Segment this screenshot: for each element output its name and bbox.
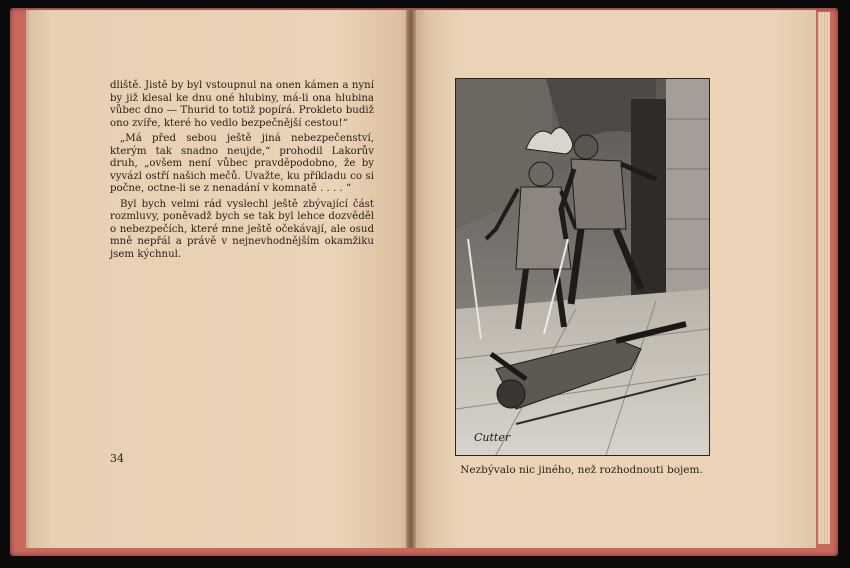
page-edges xyxy=(818,12,830,544)
illustration-caption: Nezbývalo nic jiného, než rozhodnouti bojem. xyxy=(460,464,703,476)
paragraph: „Má před sebou ještě jiná nebezpečenství, kterým tak snadno neujde,“ prohodil Lakorův druh, „ovšem není vůbec pravděpodobno, že by vyvázl ostří našich mečů. Uvažte, ku příkladu co si počne, octne-li se z nenadání v komnatě . . . . “ xyxy=(110,133,374,194)
paragraph: Byl bych velmi rád vyslechl ještě zbývající část rozmluvy, poněvadž bych se tak byl lehce dozvěděl o nebezpečích, které mne ještě očekávají, ale osud mně nepřál a právě v nejnevhodnějším okamžiku jsem kýchnul. xyxy=(110,198,374,260)
illustration-signature: Cutter xyxy=(474,431,511,444)
book-gutter xyxy=(406,10,416,548)
illustration xyxy=(455,78,710,456)
paragraph: dliště. Jistě by byl vstoupnul na onen kámen a nyní by již klesal ke dnu oné hlubiny, má-li ona hlubina vůbec dno — Thurid to totiž popírá. Prokleto budiž ono zvíře, které ho vedlo bezpečnější cestou!“ xyxy=(110,80,374,129)
left-page-text xyxy=(110,80,374,264)
page-number: 34 xyxy=(110,452,124,465)
